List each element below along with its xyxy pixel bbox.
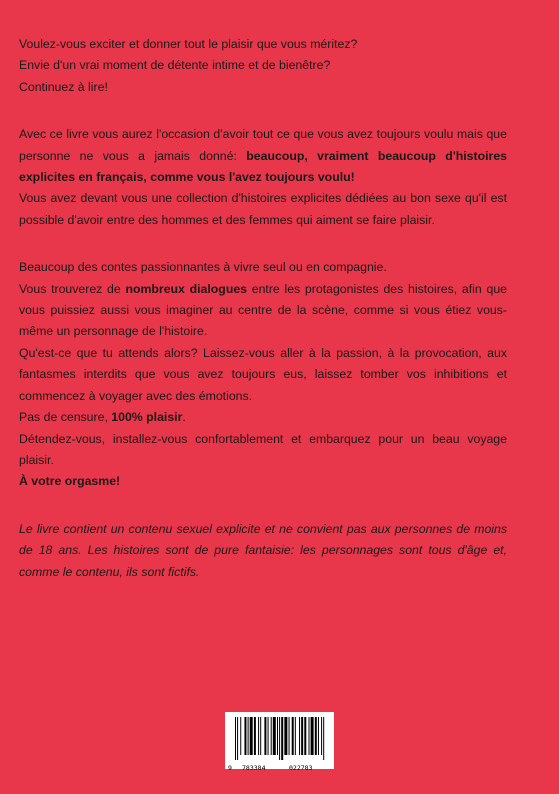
barcode-bar <box>250 717 253 755</box>
barcode-bar <box>264 717 266 755</box>
blurb <box>19 34 507 583</box>
barcode-bar <box>284 717 287 755</box>
para2-text-c: Pas de censure, <box>19 410 112 425</box>
barcode-bar <box>277 717 278 755</box>
barcode-bar <box>323 717 324 760</box>
para2-text-d: . <box>182 410 186 425</box>
closing-bold: À votre orgasme! <box>19 474 121 489</box>
disclaimer: Le livre contient un contenu sexuel explicite et ne convient pas aux personnes de moins de 18 ans. Les histoires sont de pure fantaisie: les personnages sont tous d'âge et, comme le contenu, ils sont fictifs. <box>19 521 507 579</box>
barcode-group-right: 022783 <box>289 764 313 772</box>
barcode-bar <box>301 717 303 755</box>
barcode-bar <box>237 717 238 760</box>
barcode-bar <box>244 717 246 755</box>
barcode-bar <box>240 717 241 755</box>
barcode-bars <box>225 712 334 760</box>
para2-line-3: Qu'est-ce que tu attends alors? Laissez-vous aller à la passion, à la provocation, aux fantasmes interdits que vous avez toujours eus, laissez tomber vos inhibitions et commencez à voyager avec des émotions. <box>19 345 507 403</box>
barcode-bar <box>311 717 314 755</box>
para2-bold-2: 100% plaisir <box>111 410 183 425</box>
barcode-bar <box>271 717 272 755</box>
para2-line-4 <box>19 407 507 428</box>
barcode-group-left: 783384 <box>242 764 266 772</box>
barcode-bar <box>273 717 276 755</box>
intro-line-2: Envie d'un vrai moment de détente intime et de bienêtre? <box>19 58 331 73</box>
para1-sentence-2: Vous avez devant vous une collection d'histoires explicites dédiées au bon sexe qu'il est possible d'avoir entre des hommes et des femmes qui aiment se faire plaisir. <box>19 191 507 227</box>
spacer <box>19 493 507 519</box>
barcode-bar <box>299 717 300 755</box>
spacer <box>19 231 507 257</box>
para2-text-a: Vous trouverez de <box>19 281 126 296</box>
barcode-bar <box>292 717 294 755</box>
barcode-bar <box>289 717 290 755</box>
para1-text: Avec ce livre vous aurez l'occasion d'avoir tout ce que vous avez toujours voulu mais que personne ne vous a jamais donné: <box>19 127 507 163</box>
para2-bold: nombreux dialogues <box>125 281 248 296</box>
barcode-bar <box>318 717 319 755</box>
barcode-bar <box>281 717 283 760</box>
spacer <box>19 98 507 124</box>
para2-line-1: Beaucoup des contes passionnantes à vivre seul ou en compagnie. <box>19 260 387 275</box>
barcode-bar <box>268 717 269 755</box>
intro-line-1: Voulez-vous exciter et donner tout le plaisir que vous méritez? <box>19 37 358 51</box>
barcode-digit-first: 9 <box>228 764 232 772</box>
barcode-bar <box>254 717 256 755</box>
barcode-bar <box>279 717 280 760</box>
isbn-barcode <box>225 712 334 772</box>
closing-line <box>19 471 507 492</box>
barcode-bar <box>260 717 261 755</box>
barcode-bar <box>321 717 322 755</box>
barcode-bar <box>248 717 249 755</box>
barcode-bar <box>258 717 259 755</box>
para2-line-5: Détendez-vous, installez-vous confortablement et embarquez pour un beau voyage plaisir. <box>19 431 507 467</box>
barcode-bar <box>315 717 317 755</box>
barcode-bar <box>235 717 236 760</box>
para1-bold: beaucoup, vraiment beaucoup d'histoires explicites en français, comme vous l'avez toujours voulu! <box>19 148 507 185</box>
intro-line-3: Continuez à lire! <box>19 79 108 94</box>
para1-sentence-1 <box>19 124 507 188</box>
barcode-bar <box>295 717 296 755</box>
para2-line-2 <box>19 279 507 343</box>
barcode-bar <box>309 717 310 755</box>
para2-text-b: entre les protagonistes des histoires, afin que vous puissiez aussi vous imaginer au centre de la scène, comme si vous étiez vous-même un personnage de l'histoire. <box>19 281 507 339</box>
barcode-bar <box>304 717 306 755</box>
